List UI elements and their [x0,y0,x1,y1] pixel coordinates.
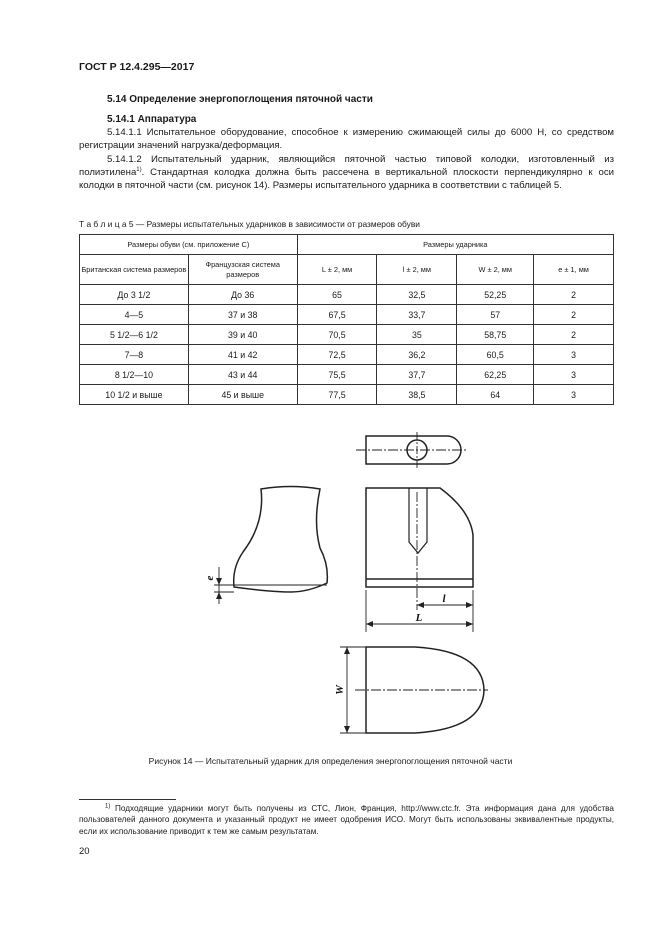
page-number: 20 [79,846,90,857]
footnote-ref: 1) [136,167,142,174]
cell-french: 39 и 40 [188,325,297,345]
paragraph-striker-text-a: 5.14.1.2 Испытательный ударник, являющийся пяточной частью типовой колодки, изготовленный из полиэтилена [79,154,614,179]
header-french: Французская система размеров [188,255,297,285]
cell-W: 52,25 [457,285,534,305]
cell-e: 3 [534,385,614,405]
subsection-title: 5.14.1 Аппаратура [107,114,197,125]
heel-profile-outline [234,487,328,593]
cell-L: 77,5 [297,385,377,405]
cell-e: 2 [534,285,614,305]
cell-l: 38,5 [377,385,457,405]
cell-french: 37 и 38 [188,305,297,325]
cell-french: 43 и 44 [188,365,297,385]
cell-L: 70,5 [297,325,377,345]
paragraph-striker-text-b: . Стандартная колодка должна быть рассечена в вертикальной плоскости перпендикулярно к оси колодки в пяточной части (см. рисунок 14). Размеры испытательного ударника в соответствии с таблицей 5. [79,167,614,192]
header-L: L ± 2, мм [297,255,377,285]
cell-L: 75,5 [297,365,377,385]
cell-british: До 3 1/2 [80,285,189,305]
paragraph-apparatus: 5.14.1.1 Испытательное оборудование, способное к измерению сжимающей силы до 6000 Н, со средством регистрации значений нагрузка/деформация. [79,127,614,152]
cell-e: 2 [534,305,614,325]
footnote-mark: 1) [105,803,111,810]
striker-side-outline [366,488,473,587]
header-l: l ± 2, мм [377,255,457,285]
footnote-text: Подходящие ударники могут быть получены из СТС, Лион, Франция, http://www.ctc.fr. Эта информация дана для удобства пользователей данного документа и указанный продукт не имеет одобрения ИСО. Могут быть использованы эквивалентные продукты, если их использование приводит к тем же самым результатам. [79,804,614,836]
cell-l: 33,7 [377,305,457,325]
section-title: 5.14 Определение энергопоглощения пяточной части [107,94,373,105]
cell-l: 36,2 [377,345,457,365]
cell-W: 62,25 [457,365,534,385]
header-british: Британская система размеров [80,255,189,285]
label-L: L [415,612,423,624]
footnote-separator [79,799,176,800]
cell-L: 67,5 [297,305,377,325]
cell-l: 32,5 [377,285,457,305]
cell-french: 45 и выше [188,385,297,405]
cell-e: 2 [534,325,614,345]
cell-british: 4—5 [80,305,189,325]
cell-W: 64 [457,385,534,405]
footnote [79,803,614,837]
cell-L: 65 [297,285,377,305]
figure-caption: Рисунок 14 — Испытательный ударник для определения энергопоглощения пяточной части [148,756,513,766]
cell-british: 7—8 [80,345,189,365]
cell-l: 37,7 [377,365,457,385]
cell-british: 10 1/2 и выше [80,385,189,405]
cell-french: До 36 [188,285,297,305]
document-header: ГОСТ Р 12.4.295—2017 [79,61,195,73]
cell-british: 5 1/2—6 1/2 [80,325,189,345]
cell-british: 8 1/2—10 [80,365,189,385]
cell-W: 57 [457,305,534,325]
header-e: e ± 1, мм [534,255,614,285]
cell-e: 3 [534,365,614,385]
cell-W: 60,5 [457,345,534,365]
label-e: e [204,575,216,581]
cell-e: 3 [534,345,614,365]
slot-cut [409,488,427,553]
header-shoe-sizes: Размеры обуви (см. приложение С) [80,235,298,255]
cell-l: 35 [377,325,457,345]
cell-french: 41 и 42 [188,345,297,365]
label-l: l [442,593,446,605]
cell-W: 58,75 [457,325,534,345]
header-W: W ± 2, мм [457,255,534,285]
table-caption: Т а б л и ц а 5 — Размеры испытательных ударников в зависимости от размеров обуви [79,219,420,229]
header-striker-sizes: Размеры ударника [297,235,613,255]
label-W: W [334,685,346,695]
cell-L: 72,5 [297,345,377,365]
